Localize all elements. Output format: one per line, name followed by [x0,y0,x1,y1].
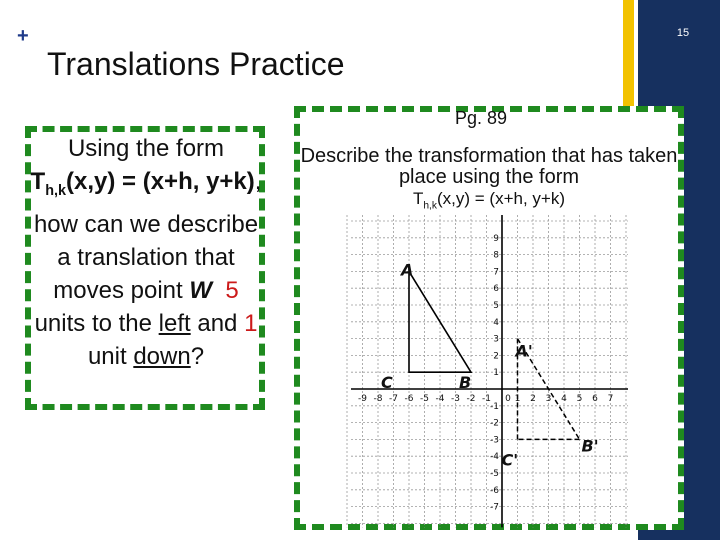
x-tick-label: -9 [358,394,367,404]
q-text-3: units to the [34,309,159,337]
y-tick-label: 6 [493,284,499,295]
q-text-4: and [190,309,245,337]
label-C: C [381,373,393,393]
x-tick-label: -4 [435,394,445,404]
x-tick-label: -2 [466,394,476,404]
x-tick-label: -8 [373,394,383,404]
y-tick-label: 4 [493,317,499,328]
slide-number: 15 [676,27,690,39]
label-B: B [459,373,472,393]
x-tick-label: -5 [420,394,429,404]
x-tick-label: 7 [607,394,614,404]
label-A: A [401,260,414,280]
x-tick-label: -3 [451,394,460,404]
graph-formula-rest: (x,y) = (x+h, y+k) [436,189,565,208]
tick-labels [358,234,613,513]
x-tick-label: 2 [530,394,536,404]
q-num-1: 1 [244,309,258,337]
y-tick-label: 1 [493,368,499,379]
page-reference: Pg. 89 [455,108,508,128]
q-formula-rest: (x,y) = (x+h, y+k) [66,168,255,195]
x-tick-label: -1 [482,394,491,404]
graph-formula-T: T [413,189,424,208]
x-tick-label: 4 [561,394,567,404]
triangle-abc [409,271,471,372]
slide-title: Translations Practice [47,46,345,82]
label-C-prime: C' [501,450,519,470]
q-text-1: Using the form [67,135,225,162]
q-word-left: left [158,309,191,337]
y-tick-label: 9 [493,233,499,244]
original-triangle [409,271,471,372]
x-tick-label: 1 [514,394,521,404]
y-tick-label: 5 [493,301,499,311]
x-tick-label: -7 [389,394,398,404]
y-tick-label: 8 [493,250,499,261]
label-B-prime: B' [581,436,599,456]
q-word-down: down [133,342,191,370]
y-tick-label: -1 [490,401,499,412]
plus-mark: + [17,25,29,47]
q-formula-sub: h,k [45,182,67,199]
x-tick-label: 6 [592,394,598,404]
label-A-prime: A' [515,341,533,361]
q-text-5: unit [87,342,134,370]
y-tick-label: -3 [490,435,499,446]
y-tick-label: -4 [490,452,499,463]
grid-lines [347,215,628,527]
y-tick-label: 7 [493,267,499,278]
y-tick-label: -2 [490,418,499,429]
x-tick-label: 0 [505,394,511,404]
q-point-w: W [189,276,213,304]
y-tick-label: -6 [490,485,499,496]
describe-prompt: Describe the transformation that has taken place using the form [300,145,678,188]
x-tick-label: 3 [545,394,552,404]
y-tick-label: -7 [490,502,499,513]
q-text-6: ? [190,342,205,370]
y-tick-label: 2 [493,351,499,362]
q-formula-T: T [30,168,46,195]
y-tick-label: -5 [490,469,499,479]
graph-formula-sub: h,k [423,200,437,212]
q-text-2: , how can we describe a translation that moves point [33,168,262,304]
x-tick-label: 5 [576,394,583,404]
x-tick-label: -6 [404,394,414,404]
q-num-5: 5 [225,276,239,304]
y-tick-label: 3 [493,334,499,345]
